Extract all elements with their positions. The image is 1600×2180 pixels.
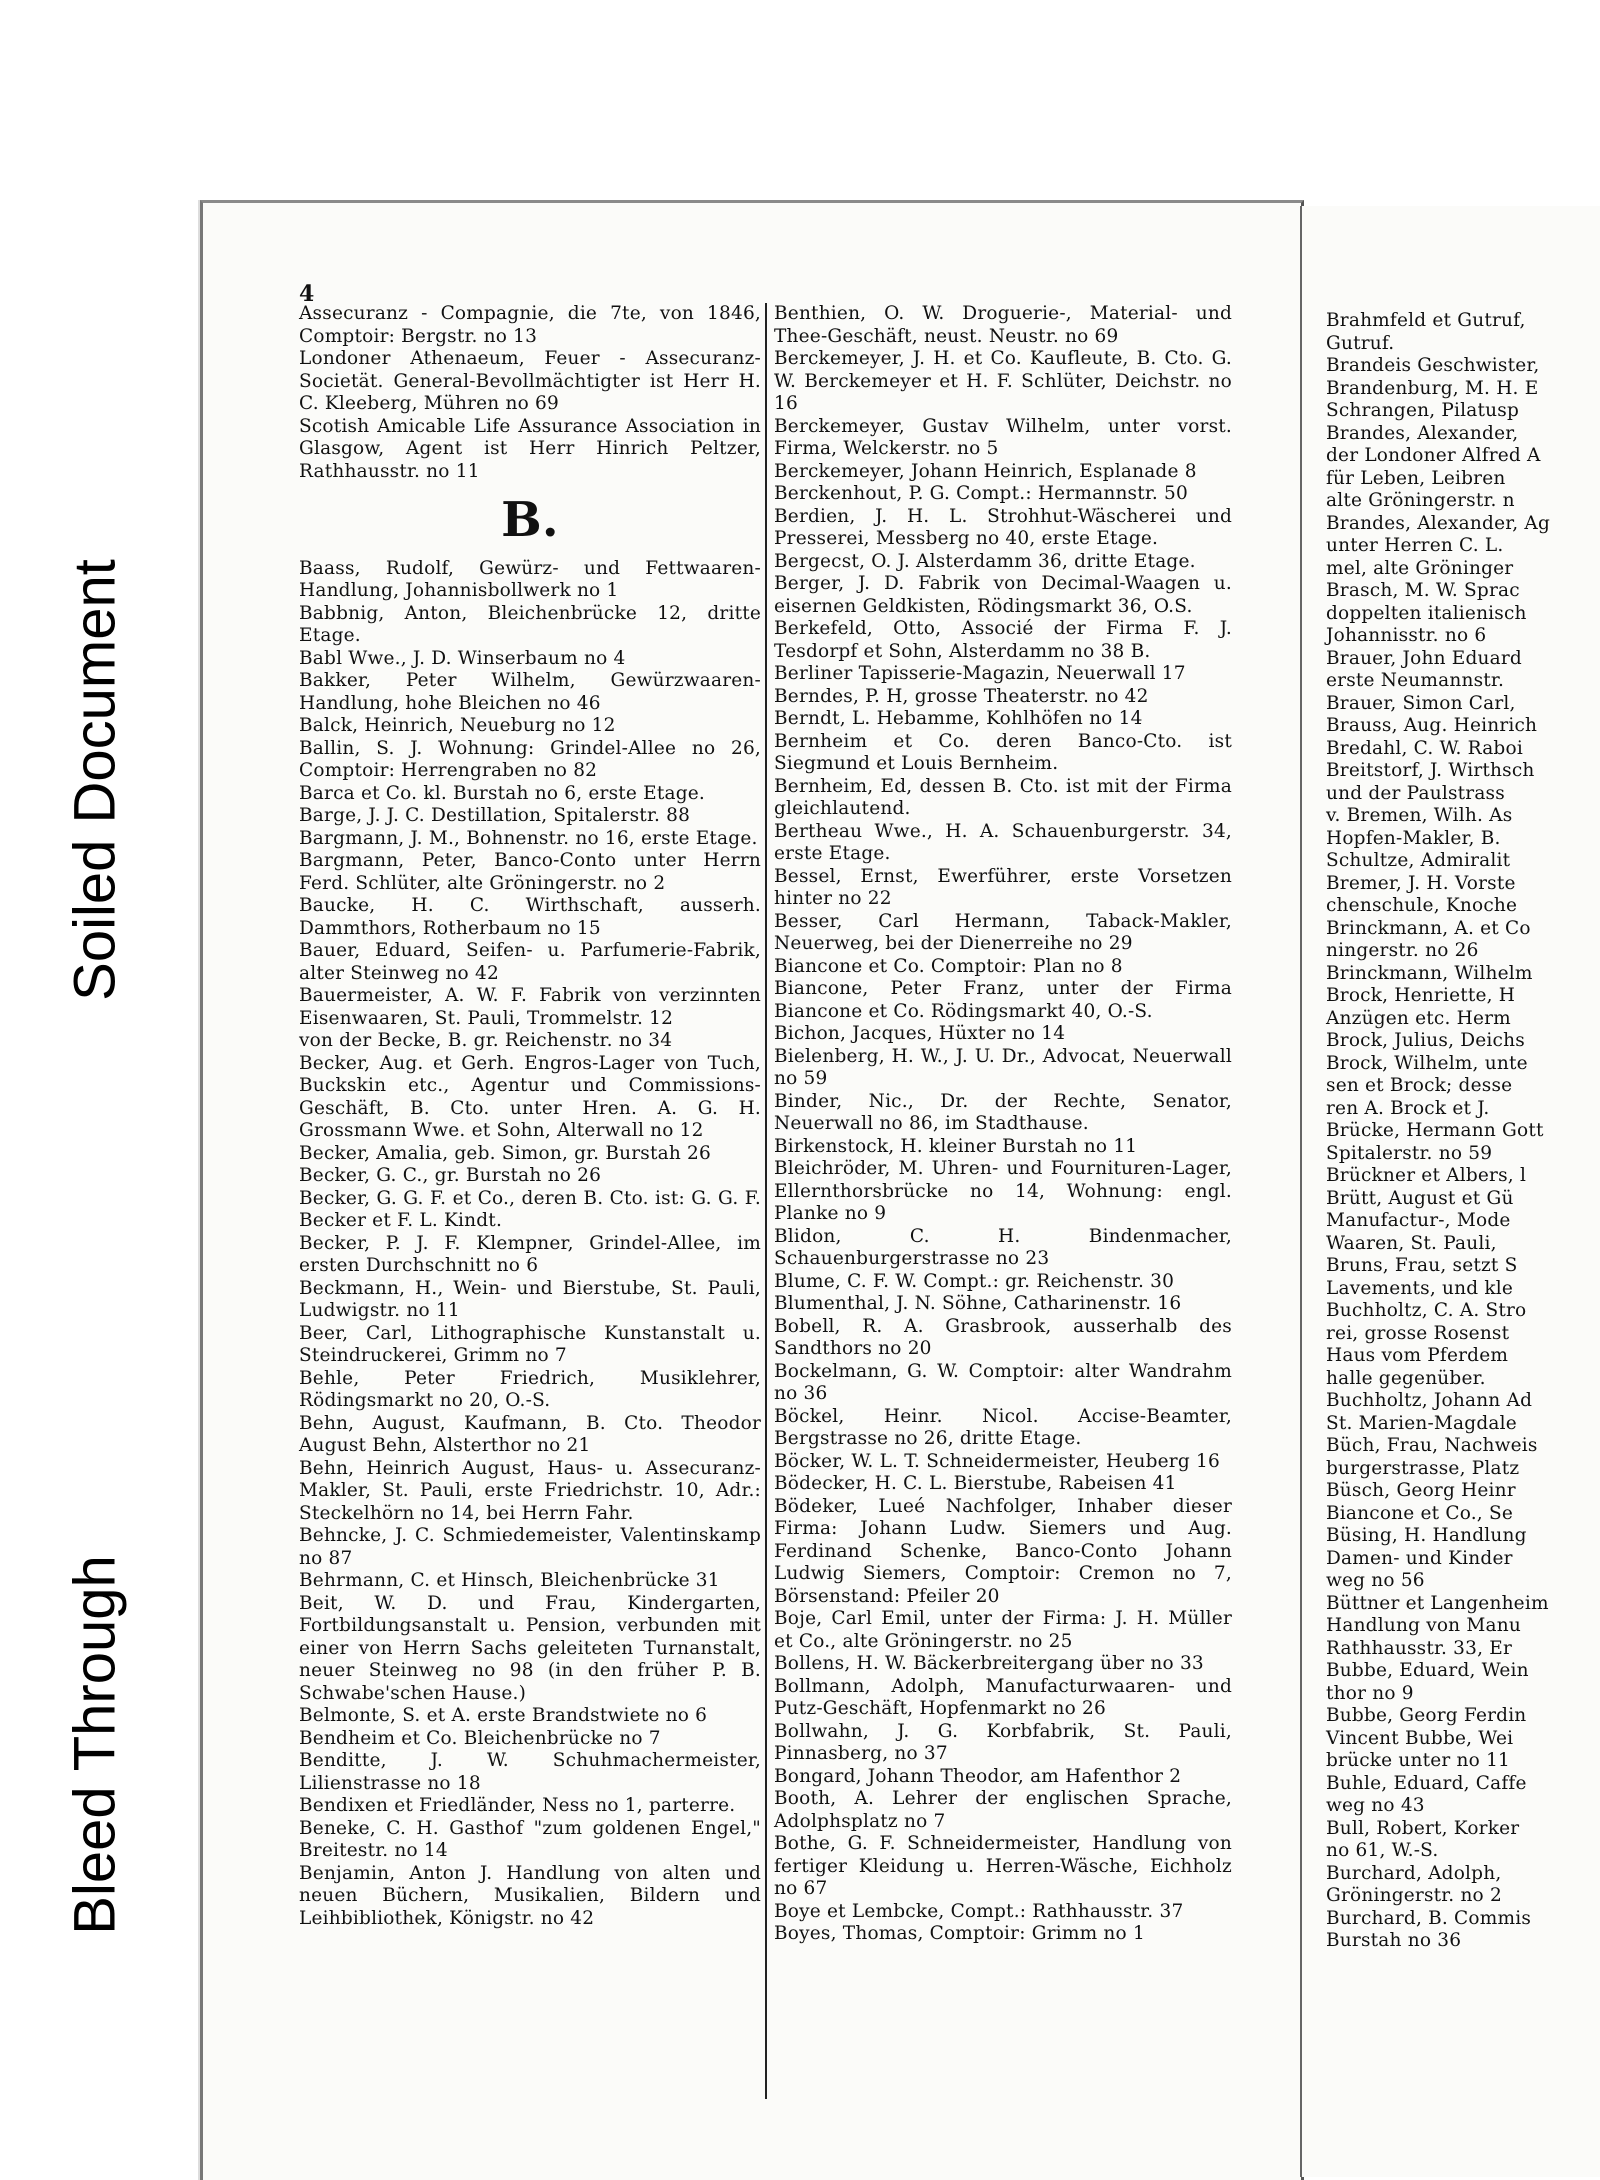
directory-entry: und der Paulstrass — [1326, 782, 1505, 804]
directory-entry: Brasch, M. W. Sprac — [1326, 580, 1520, 601]
directory-entry: Behrmann, C. et Hinsch, Bleichenbrücke 31 — [299, 1570, 720, 1591]
directory-entry: der Londoner Alfred A — [1326, 445, 1541, 466]
directory-entry: Rathhausstr. 33, Er — [1326, 1637, 1513, 1659]
directory-entry: Berdien, J. H. L. Strohhut-Wäscherei und Presserei, Messberg no 40, erste Etage. — [774, 505, 1232, 549]
directory-entry: Bleichröder, M. Uhren- und Fournituren-Lager, Ellernthorsbrücke no 14, Wohnung: engl. Planke no 9 — [774, 1158, 1232, 1224]
directory-entry: Bollens, H. W. Bäckerbreitergang über no 33 — [774, 1653, 1204, 1674]
directory-entry: sen et Brock; desse — [1326, 1075, 1513, 1096]
directory-entry: Bull, Robert, Korker — [1326, 1817, 1520, 1839]
directory-entry: Waaren, St. Pauli, — [1326, 1232, 1497, 1254]
directory-entry: Lavements, und kle — [1326, 1277, 1514, 1299]
directory-entry: Berger, J. D. Fabrik von Decimal-Waagen u. eisernen Geldkisten, Rödingsmarkt 36, O.S. — [774, 573, 1232, 617]
directory-entry: Berliner Tapisserie-Magazin, Neuerwall 17 — [774, 663, 1186, 684]
directory-entry: Böckel, Heinr. Nicol. Accise-Beamter, Bergstrasse no 26, dritte Etage. — [774, 1405, 1232, 1449]
directory-entry: Behn, August, Kaufmann, B. Cto. Theodor August Behn, Alsterthor no 21 — [299, 1412, 761, 1456]
directory-entry: Bakker, Peter Wilhelm, Gewürzwaaren-Handlung, hohe Bleichen no 46 — [299, 670, 761, 714]
directory-page — [200, 200, 1304, 2180]
directory-entry: Bargmann, Peter, Banco-Conto unter Herrn Ferd. Schlüter, alte Gröningerstr. no 2 — [299, 850, 761, 894]
directory-entry: Brinckmann, A. et Co — [1326, 917, 1531, 939]
directory-entry: erste Neumannstr. — [1326, 670, 1505, 691]
directory-entry: Assecuranz - Compagnie, die 7te, von 1846, Comptoir: Bergstr. no 13 — [299, 303, 761, 347]
directory-entry: Bergecst, O. J. Alsterdamm 36, dritte Etage. — [774, 550, 1196, 572]
directory-entry: burgerstrasse, Platz — [1326, 1457, 1520, 1479]
directory-entry: Binder, Nic., Dr. der Rechte, Senator, Neuerwall no 86, im Stadthause. — [774, 1090, 1232, 1134]
directory-entry: Blidon, C. H. Bindenmacher, Schauenburgerstrasse no 23 — [774, 1225, 1232, 1269]
directory-entry: Gutruf. — [1326, 332, 1395, 354]
directory-entry: Becker, P. J. F. Klempner, Grindel-Allee, im ersten Durchschnitt no 6 — [299, 1232, 761, 1276]
directory-entry: Bielenberg, H. W., J. U. Dr., Advocat, Neuerwall no 59 — [774, 1045, 1232, 1089]
directory-entry: Bubbe, Eduard, Wein — [1326, 1660, 1529, 1681]
directory-entry: Babbnig, Anton, Bleichenbrücke 12, dritte Etage. — [299, 602, 761, 646]
directory-entry: Brandes, Alexander, Ag — [1326, 512, 1550, 534]
directory-entry: Baucke, H. C. Wirthschaft, ausserh. Dammthors, Rotherbaum no 15 — [299, 895, 761, 939]
directory-entry: Hopfen-Makler, B. — [1326, 827, 1501, 849]
directory-entry: Haus vom Pferdem — [1326, 1345, 1509, 1366]
directory-entry: Bauer, Eduard, Seifen- u. Parfumerie-Fabrik, alter Steinweg no 42 — [299, 940, 761, 984]
directory-entry: doppelten italienisch — [1326, 602, 1527, 624]
directory-entry: Manufactur-, Mode — [1326, 1210, 1511, 1231]
insurance-entries — [299, 303, 761, 483]
directory-entry: ren A. Brock et J. — [1326, 1097, 1490, 1119]
directory-entry: Burchard, B. Commis — [1326, 1907, 1532, 1929]
directory-entry: Bubbe, Georg Ferdin — [1326, 1705, 1527, 1726]
directory-entry: Berndes, P. H, grosse Theaterstr. no 42 — [774, 685, 1149, 707]
directory-entry: Buhle, Eduard, Caffe — [1326, 1772, 1527, 1794]
directory-entry: Biancone et Co. Comptoir: Plan no 8 — [774, 955, 1123, 977]
directory-entry: Behncke, J. C. Schmiedemeister, Valentinskamp no 87 — [299, 1525, 761, 1569]
directory-entry: Bendheim et Co. Bleichenbrücke no 7 — [299, 1727, 661, 1749]
directory-entry: Gröningerstr. no 2 — [1326, 1885, 1502, 1906]
directory-entry: no 61, W.-S. — [1326, 1840, 1439, 1861]
directory-entry: Brock, Julius, Deichs — [1326, 1030, 1525, 1051]
directory-entry: Damen- und Kinder — [1326, 1547, 1513, 1569]
directory-entry: Biancone et Co., Se — [1326, 1502, 1513, 1524]
directory-entry: Bredahl, C. W. Raboi — [1326, 737, 1523, 759]
directory-entry: Berckemeyer, Gustav Wilhelm, unter vorst. Firma, Welckerstr. no 5 — [774, 415, 1232, 459]
directory-entry: Bollwahn, J. G. Korbfabrik, St. Pauli, Pinnasberg, no 37 — [774, 1720, 1232, 1764]
directory-entry: Berndt, L. Hebamme, Kohlhöfen no 14 — [774, 708, 1143, 729]
directory-entry: Büch, Frau, Nachweis — [1326, 1435, 1538, 1456]
directory-entry: St. Marien-Magdale — [1326, 1412, 1517, 1434]
directory-entry: Brinckmann, Wilhelm — [1326, 962, 1533, 984]
directory-entry: Boye et Lembcke, Compt.: Rathhausstr. 37 — [774, 1900, 1184, 1922]
directory-entry: Beit, W. D. und Frau, Kindergarten, Fortbildungsanstalt u. Pension, verbunden mit einer von Herrn Sachs geleiteten Turnanstalt, neuer Steinweg no 98 (in den früher P. B. Schwabe'schen Hause.) — [299, 1592, 761, 1704]
directory-entry: Vincent Bubbe, Wei — [1326, 1727, 1514, 1749]
directory-entry: Brandenburg, M. H. E — [1326, 377, 1539, 399]
directory-entry: Benthien, O. W. Droguerie-, Material- und Thee-Geschäft, neust. Neustr. no 69 — [774, 303, 1232, 347]
directory-entry: Blumenthal, J. N. Söhne, Catharinenstr. 16 — [774, 1293, 1182, 1314]
column-right-cropped — [1326, 310, 1600, 1953]
directory-entry: Barge, J. J. C. Destillation, Spitalerstr. 88 — [299, 805, 691, 826]
directory-entry: rei, grosse Rosenst — [1326, 1322, 1510, 1344]
directory-entry: Bothe, G. F. Schneidermeister, Handlung von fertiger Kleidung u. Herren-Wäsche, Eichholz no 67 — [774, 1833, 1232, 1899]
directory-entry: v. Bremen, Wilh. As — [1326, 805, 1513, 826]
directory-entry: halle gegenüber. — [1326, 1367, 1486, 1389]
directory-entry: Burchard, Adolph, — [1326, 1862, 1502, 1884]
column-left — [299, 303, 761, 1930]
directory-entry: Balck, Heinrich, Neueburg no 12 — [299, 715, 616, 736]
directory-entry: Brütt, August et Gü — [1326, 1187, 1514, 1209]
directory-entry: Birkenstock, H. kleiner Burstah no 11 — [774, 1135, 1138, 1157]
directory-entry: Berckenhout, P. G. Compt.: Hermannstr. 50 — [774, 483, 1188, 504]
directory-entry: Bruns, Frau, setzt S — [1326, 1255, 1518, 1276]
directory-entry: unter Herren C. L. — [1326, 535, 1504, 556]
directory-entry: Boyes, Thomas, Comptoir: Grimm no 1 — [774, 1923, 1145, 1944]
directory-entry: brücke unter no 11 — [1326, 1750, 1511, 1771]
directory-entry: chenschule, Knoche — [1326, 895, 1518, 916]
directory-entry: Berckemeyer, J. H. et Co. Kaufleute, B. Cto. G. W. Berckemeyer et H. F. Schlüter, Deichstr. no 16 — [774, 348, 1232, 414]
directory-entry: Becker, Amalia, geb. Simon, gr. Burstah 26 — [299, 1142, 711, 1164]
directory-entry: Bollmann, Adolph, Manufacturwaaren- und Putz-Geschäft, Hopfenmarkt no 26 — [774, 1675, 1232, 1719]
page-number: 4 — [299, 281, 315, 307]
directory-entry: Brandeis Geschwister, — [1326, 355, 1540, 376]
directory-entry: Belmonte, S. et A. erste Brandstwiete no 6 — [299, 1705, 708, 1726]
directory-entry: Brückner et Albers, l — [1326, 1165, 1527, 1186]
directory-entry: Schultze, Admiralit — [1326, 850, 1511, 871]
directory-entry: Brauss, Aug. Heinrich — [1326, 715, 1538, 736]
directory-entry: alte Gröningerstr. n — [1326, 490, 1515, 511]
directory-entry: Brahmfeld et Gutruf, — [1326, 310, 1526, 331]
directory-entry: Barca et Co. kl. Burstah no 6, erste Etage. — [299, 782, 705, 804]
directory-entry: Londoner Athenaeum, Feuer - Assecuranz-Societät. General-Bevollmächtigter ist Herr H. C. Kleeberg, Mühren no 69 — [299, 348, 761, 414]
directory-entry: Bockelmann, G. W. Comptoir: alter Wandrahm no 36 — [774, 1360, 1232, 1404]
directory-entry: Brandes, Alexander, — [1326, 422, 1519, 444]
directory-entry: Brock, Henriette, H — [1326, 985, 1516, 1006]
directory-entry: Burstah no 36 — [1326, 1930, 1462, 1951]
directory-entry: Biancone, Peter Franz, unter der Firma Biancone et Co. Rödingsmarkt 40, O.-S. — [774, 978, 1232, 1022]
bleed-through-label: Bleed Through — [62, 1555, 128, 1935]
directory-entry: Bernheim et Co. deren Banco-Cto. ist Siegmund et Louis Bernheim. — [774, 730, 1232, 774]
directory-entry: Blume, C. F. W. Compt.: gr. Reichenstr. 30 — [774, 1270, 1175, 1292]
soiled-document-label: Soiled Document — [62, 559, 128, 1001]
directory-entry: Becker, G. C., gr. Burstah no 26 — [299, 1165, 602, 1186]
directory-entry: Benjamin, Anton J. Handlung von alten und neuen Büchern, Musikalien, Bildern und Leihbibliothek, Königstr. no 42 — [299, 1862, 761, 1929]
directory-entry: Booth, A. Lehrer der englischen Sprache, Adolphsplatz no 7 — [774, 1788, 1232, 1832]
directory-entry: Berckemeyer, Johann Heinrich, Esplanade 8 — [774, 460, 1197, 482]
directory-entry: Brauer, Simon Carl, — [1326, 692, 1516, 714]
directory-entry: von der Becke, B. gr. Reichenstr. no 34 — [299, 1030, 673, 1051]
directory-entry: Behn, Heinrich August, Haus- u. Assecuranz-Makler, St. Pauli, erste Friedrichstr. 10, Adr.: Steckelhörn no 14, bei Herrn Fahr. — [299, 1457, 761, 1524]
directory-entry: Brock, Wilhelm, unte — [1326, 1052, 1528, 1074]
directory-entry: Bongard, Johann Theodor, am Hafenthor 2 — [774, 1765, 1182, 1787]
directory-entry: mel, alte Gröninger — [1326, 557, 1514, 579]
directory-entry: Breitstorf, J. Wirthsch — [1326, 760, 1535, 781]
directory-entry: Becker, G. G. F. et Co., deren B. Cto. ist: G. G. F. Becker et F. L. Kindt. — [299, 1187, 761, 1231]
directory-entry: Beckmann, H., Wein- und Bierstube, St. Pauli, Ludwigstr. no 11 — [299, 1277, 761, 1321]
directory-entry: weg no 56 — [1326, 1570, 1425, 1591]
directory-entry: Büsing, H. Handlung — [1326, 1525, 1527, 1546]
directory-entry: Büsch, Georg Heinr — [1326, 1480, 1516, 1501]
directory-entry: Johannisstr. no 6 — [1326, 625, 1487, 646]
directory-entry: Bödeker, Lueé Nachfolger, Inhaber dieser Firma: Johann Ludw. Siemers und Aug. Ferdinand Schenke, Banco-Conto Johann Ludwig Siemers, Comptoir: Cremon no 7, Börsenstand: Pfeiler 20 — [774, 1495, 1232, 1607]
facing-page — [1300, 206, 1600, 2177]
section-heading: B. — [501, 492, 559, 548]
directory-entry: Brücke, Hermann Gott — [1326, 1120, 1544, 1141]
directory-entry: Spitalerstr. no 59 — [1326, 1142, 1493, 1164]
directory-entry: Bödecker, H. C. L. Bierstube, Rabeisen 41 — [774, 1473, 1177, 1494]
directory-entry: Bremer, J. H. Vorste — [1326, 872, 1516, 894]
directory-entry: Böcker, W. L. T. Schneidermeister, Heuberg 16 — [774, 1450, 1220, 1472]
directory-entry: Benditte, J. W. Schuhmachermeister, Lilienstrasse no 18 — [299, 1750, 761, 1794]
directory-entry: Becker, Aug. et Gerh. Engros-Lager von Tuch, Buckskin etc., Agentur und Commissions-Geschäft, B. Cto. unter Hren. A. G. H. Grossmann Wwe. et Sohn, Alterwall no 12 — [299, 1052, 761, 1141]
directory-entry: Buchholtz, C. A. Stro — [1326, 1300, 1527, 1321]
directory-entry: Behle, Peter Friedrich, Musiklehrer, Rödingsmarkt no 20, O.-S. — [299, 1367, 761, 1411]
directory-entry: Berkefeld, Otto, Associé der Firma F. J. Tesdorpf et Sohn, Alsterdamm no 38 B. — [774, 618, 1232, 662]
directory-entry: weg no 43 — [1326, 1795, 1425, 1816]
directory-entry: Büttner et Langenheim — [1326, 1592, 1549, 1614]
directory-entry: Besser, Carl Hermann, Taback-Makler, Neuerweg, bei der Dienerreihe no 29 — [774, 910, 1232, 954]
directory-entry: Boje, Carl Emil, unter der Firma: J. H. Müller et Co., alte Gröningerstr. no 25 — [774, 1608, 1232, 1652]
directory-entry: Ballin, S. J. Wohnung: Grindel-Allee no 26, Comptoir: Herrengraben no 82 — [299, 737, 761, 781]
directory-entry: Bichon, Jacques, Hüxter no 14 — [774, 1023, 1066, 1044]
directory-entry: Buchholtz, Johann Ad — [1326, 1390, 1533, 1411]
directory-entry: Bauermeister, A. W. F. Fabrik von verzinnten Eisenwaaren, St. Pauli, Trommelstr. 12 — [299, 985, 761, 1029]
directory-entry: Bendixen et Friedländer, Ness no 1, parterre. — [299, 1795, 736, 1816]
directory-entry: thor no 9 — [1326, 1682, 1414, 1704]
directory-entry: Babl Wwe., J. D. Winserbaum no 4 — [299, 647, 626, 669]
directory-entry: Bernheim, Ed, dessen B. Cto. ist mit der Firma gleichlautend. — [774, 775, 1232, 819]
directory-entry: Handlung von Manu — [1326, 1615, 1521, 1636]
directory-entry: Schrangen, Pilatusp — [1326, 400, 1520, 421]
directory-entry: Bargmann, J. M., Bohnenstr. no 16, erste Etage. — [299, 827, 758, 849]
directory-entry: Beneke, C. H. Gasthof "zum goldenen Engel," Breitestr. no 14 — [299, 1817, 761, 1861]
directory-entry: Bobell, R. A. Grasbrook, ausserhalb des Sandthors no 20 — [774, 1315, 1232, 1359]
directory-entry: für Leben, Leibren — [1326, 467, 1506, 489]
b-entries-left — [299, 558, 761, 1931]
directory-entry: Beer, Carl, Lithographische Kunstanstalt u. Steindruckerei, Grimm no 7 — [299, 1322, 761, 1366]
directory-entry: Bessel, Ernst, Ewerführer, erste Vorsetzen hinter no 22 — [774, 865, 1232, 909]
directory-entry: Scotish Amicable Life Assurance Association in Glasgow, Agent ist Herr Hinrich Peltzer, Rathhausstr. no 11 — [299, 415, 761, 482]
directory-entry: Bertheau Wwe., H. A. Schauenburgerstr. 34, erste Etage. — [774, 820, 1232, 864]
directory-entry: Baass, Rudolf, Gewürz- und Fettwaaren-Handlung, Johannisbollwerk no 1 — [299, 557, 761, 601]
directory-entry: ningerstr. no 26 — [1326, 940, 1479, 961]
directory-entry: Anzügen etc. Herm — [1326, 1007, 1511, 1029]
column-middle — [774, 303, 1232, 1946]
directory-entry: Brauer, John Eduard — [1326, 647, 1522, 669]
